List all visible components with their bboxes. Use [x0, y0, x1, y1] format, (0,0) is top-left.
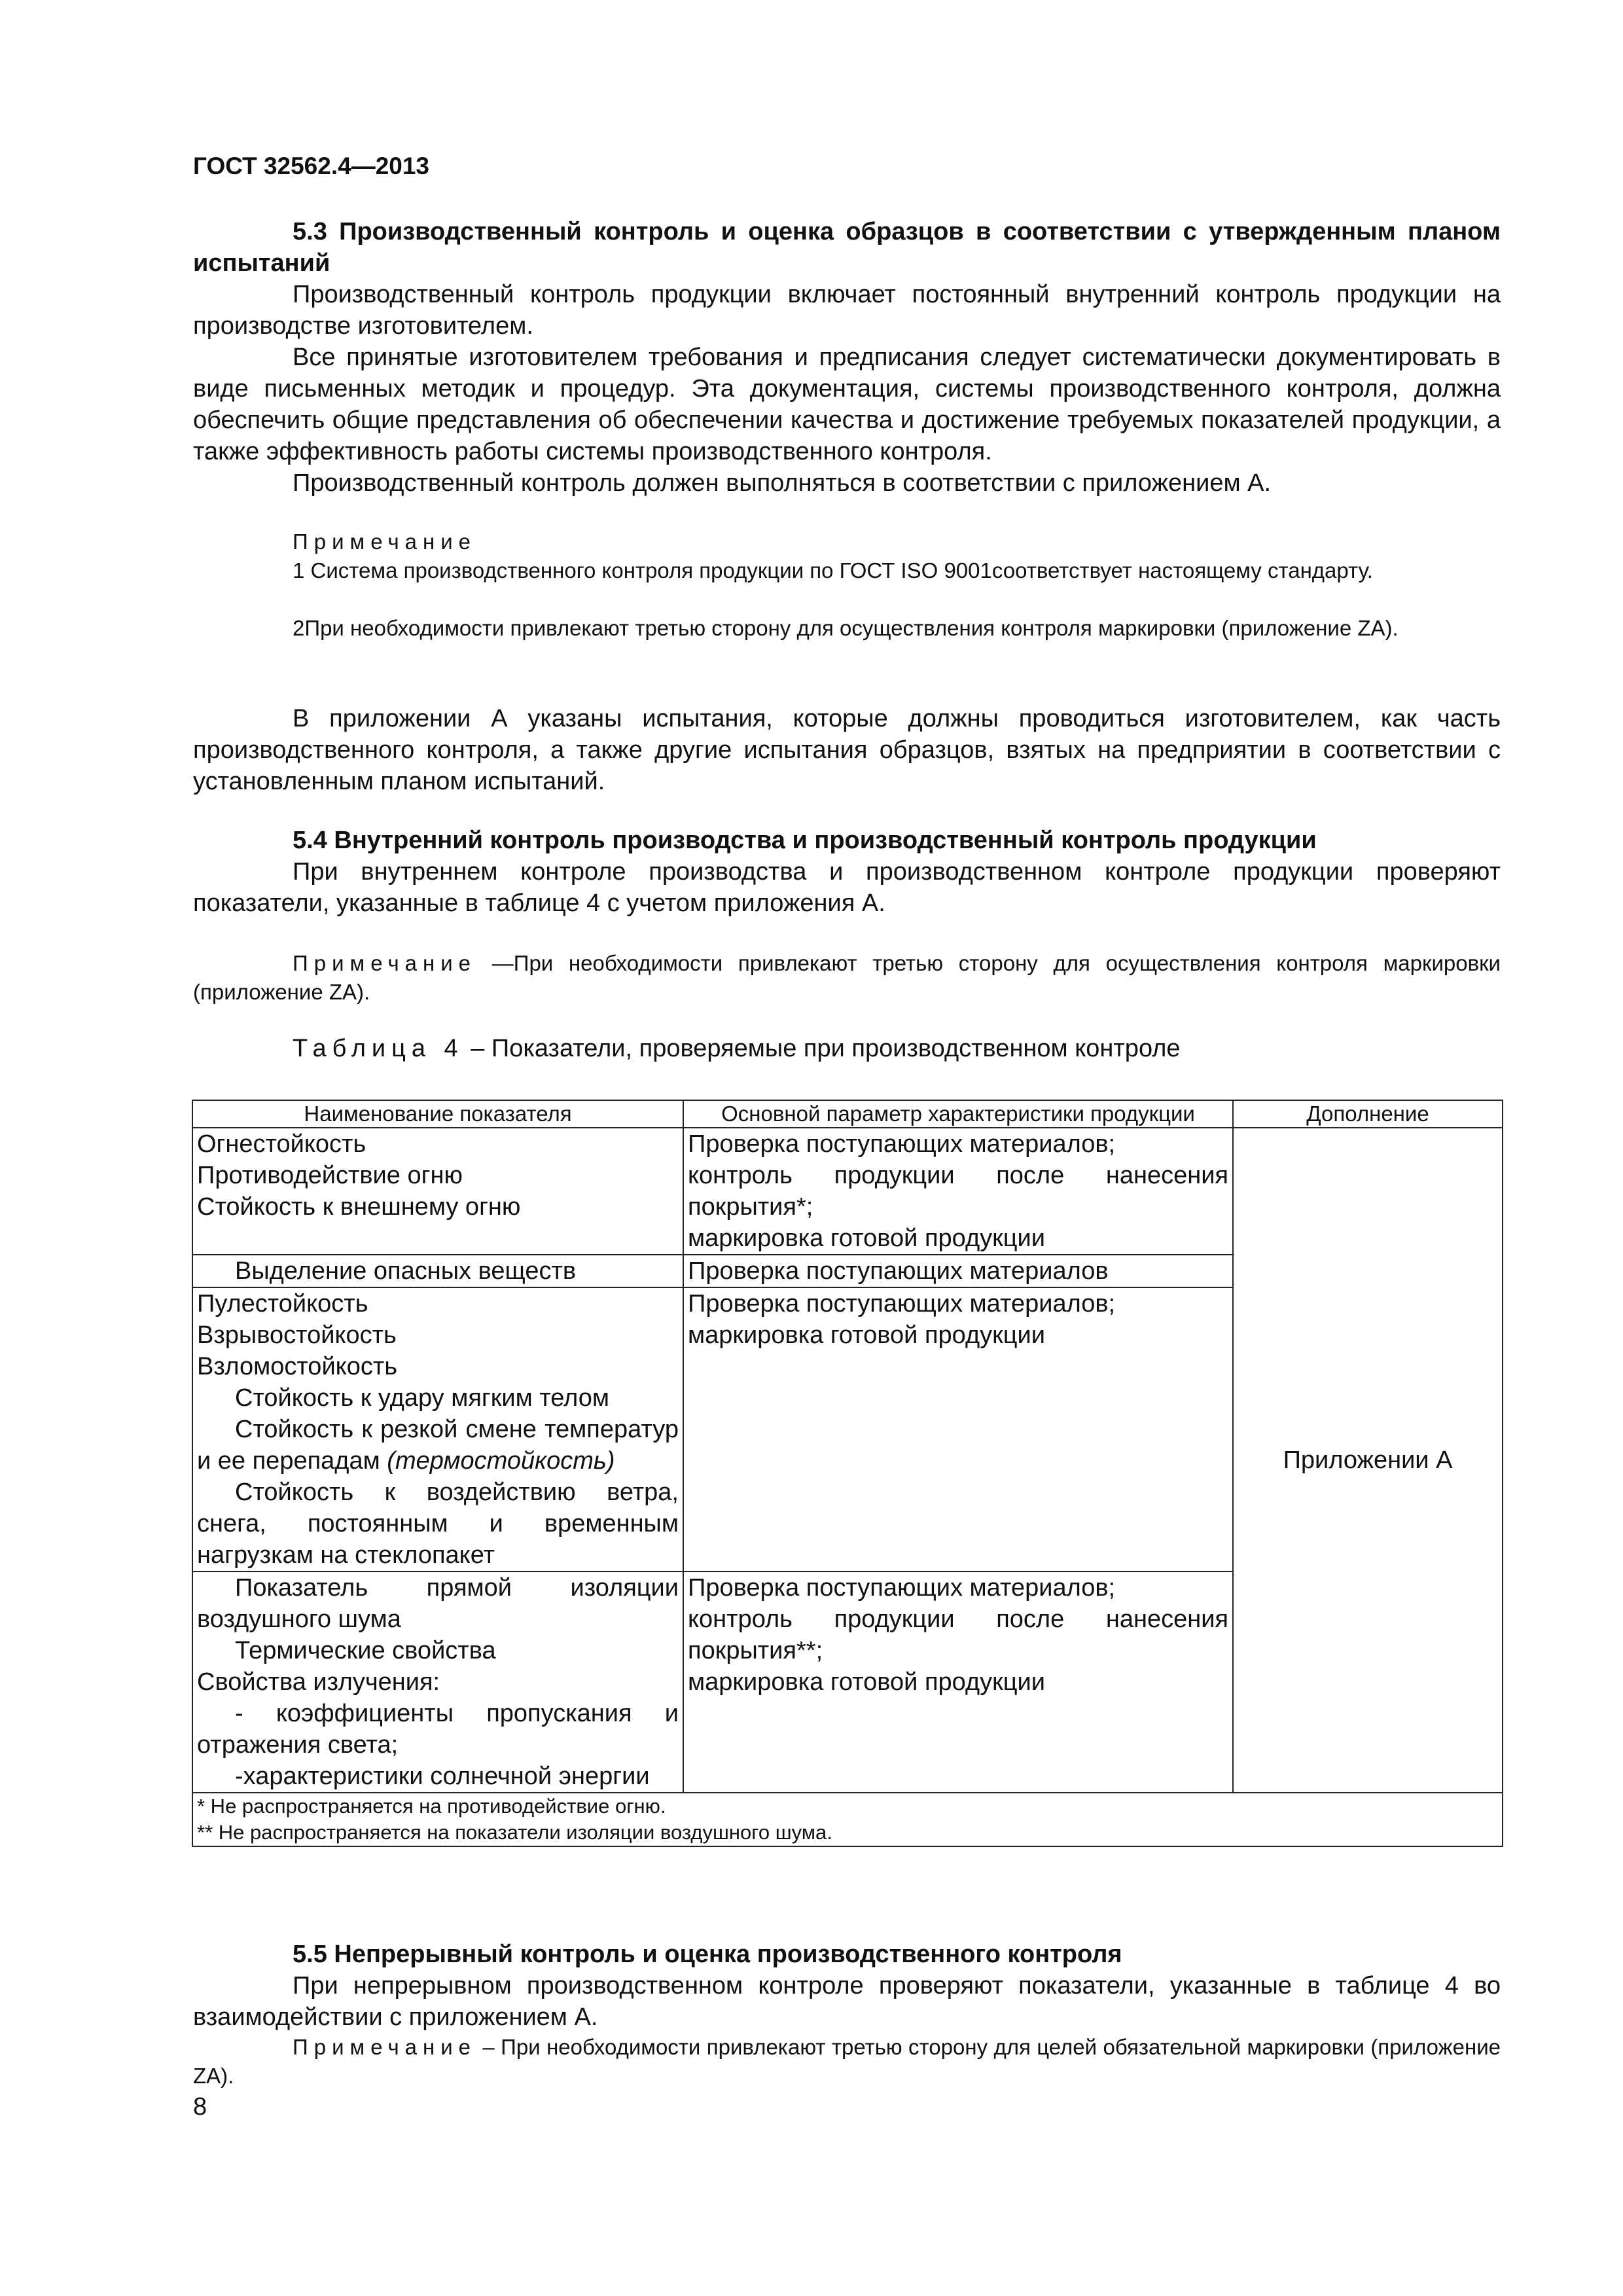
table-4 — [192, 1100, 1503, 1847]
section-5-3-note-1: 1 Система производственного контроля продукции по ГОСТ ISO 9001соответствует настоящему стандарту. — [293, 558, 1373, 583]
table-header-indicator: Наименование показателя — [192, 1100, 683, 1128]
section-5-4-note: Примечание —При необходимости привлекают третью сторону для осуществления контроля маркировки (приложение ZA). — [193, 951, 1501, 1004]
section-5-4-heading-text: 5.4 Внутренний контроль производства и производственный контроль продукции — [293, 827, 1317, 854]
section-5-3-heading — [193, 216, 1501, 279]
table-cell-parameter: Проверка поступающих материалов; контроль продукции после нанесения покрытия*; маркировка готовой продукции — [683, 1128, 1233, 1255]
table-row — [192, 1128, 1503, 1255]
section-5-3-note-label: Примечание — [293, 529, 477, 554]
section-5-3-paragraph-3: Производственный контроль должен выполняться в соответствии с приложением А. — [293, 469, 1272, 497]
table-cell-indicator: Выделение опасных веществ — [192, 1255, 683, 1287]
table-header-parameter: Основной параметр характеристики продукции — [683, 1100, 1233, 1128]
section-5-4-heading — [193, 825, 1501, 856]
section-5-3-heading-text: 5.3 Производственный контроль и оценка образцов в соответствии с утвержденным планом испытаний — [193, 218, 1501, 277]
section-5-3-paragraph-2: Все принятые изготовителем требования и предписания следует систематически документировать в виде письменных методик и процедур. Эта документация, системы производственного контроля, должна обеспечить общие представления об обеспечении качества и достижение требуемых показателей продукции, а также эффективность работы системы производственного контроля. — [193, 344, 1501, 465]
table-footnotes — [192, 1793, 1503, 1846]
section-5-3-note-2: 2При необходимости привлекают третью сторону для осуществления контроля маркировки (приложение ZA). — [293, 616, 1399, 640]
footnote-2: ** Не распространяется на показатели изоляции воздушного шума. — [197, 1821, 832, 1844]
table-cell-addition: Приложении А — [1233, 1128, 1503, 1793]
table-footnote-row — [192, 1793, 1503, 1846]
thermal-resistance-line: Стойкость к резкой смене температур и ее перепадам (термостойкость) — [197, 1416, 679, 1475]
footnote-1: * Не распространяется на противодействие огню. — [197, 1795, 666, 1818]
section-5-5-heading-text: 5.5 Непрерывный контроль и оценка производственного контроля — [293, 1941, 1122, 1968]
table-4-caption: Таблица 4 – Показатели, проверяемые при производственном контроле — [293, 1035, 1181, 1062]
table-cell-parameter: Проверка поступающих материалов — [683, 1255, 1233, 1287]
table-cell-parameter: Проверка поступающих материалов; маркировка готовой продукции — [683, 1287, 1233, 1571]
table-cell-indicator: Огнестойкость Противодействие огню Стойкость к внешнему огню — [192, 1128, 683, 1255]
section-5-5-heading — [193, 1939, 1501, 1970]
table-cell-parameter: Проверка поступающих материалов; контроль продукции после нанесения покрытия**; маркировка готовой продукции — [683, 1571, 1233, 1793]
section-5-5-paragraph-1: При непрерывном производственном контроле проверяют показатели, указанные в таблице 4 во взаимодействии с приложением А. — [193, 1972, 1501, 2031]
table-header-row — [192, 1100, 1503, 1128]
section-5-3-paragraph-1: Производственный контроль продукции включает постоянный внутренний контроль продукции на производстве изготовителем. — [193, 281, 1501, 340]
section-5-4-paragraph-1: При внутреннем контроле производства и производственном контроле продукции проверяют показатели, указанные в таблице 4 с учетом приложения А. — [193, 858, 1501, 917]
table-cell-indicator: Показатель прямой изоляции воздушного шума Термические свойства Свойства излучения: - коэффициенты пропускания и отражения света; -характеристики солнечной энергии — [192, 1571, 683, 1793]
section-5-5-note: Примечание – При необходимости привлекают третью сторону для целей обязательной маркировки (приложение ZA). — [193, 2035, 1501, 2088]
table-header-addition: Дополнение — [1233, 1100, 1503, 1128]
table-cell-indicator: Пулестойкость Взрывостойкость Взломостойкость Стойкость к удару мягким телом Стойкость к резкой смене температур и ее перепадам (термостойкость) Стойкость к воздействию ветра, снега, постоянным и временным нагрузкам на стеклопакет — [192, 1287, 683, 1571]
standard-header: ГОСТ 32562.4—2013 — [193, 152, 430, 179]
page-number: 8 — [193, 2093, 207, 2121]
section-5-3-paragraph-4: В приложении А указаны испытания, которые должны проводиться изготовителем, как часть производственного контроля, а также другие испытания образцов, взятых на предприятии в соответствии с установленным планом испытаний. — [193, 705, 1501, 795]
